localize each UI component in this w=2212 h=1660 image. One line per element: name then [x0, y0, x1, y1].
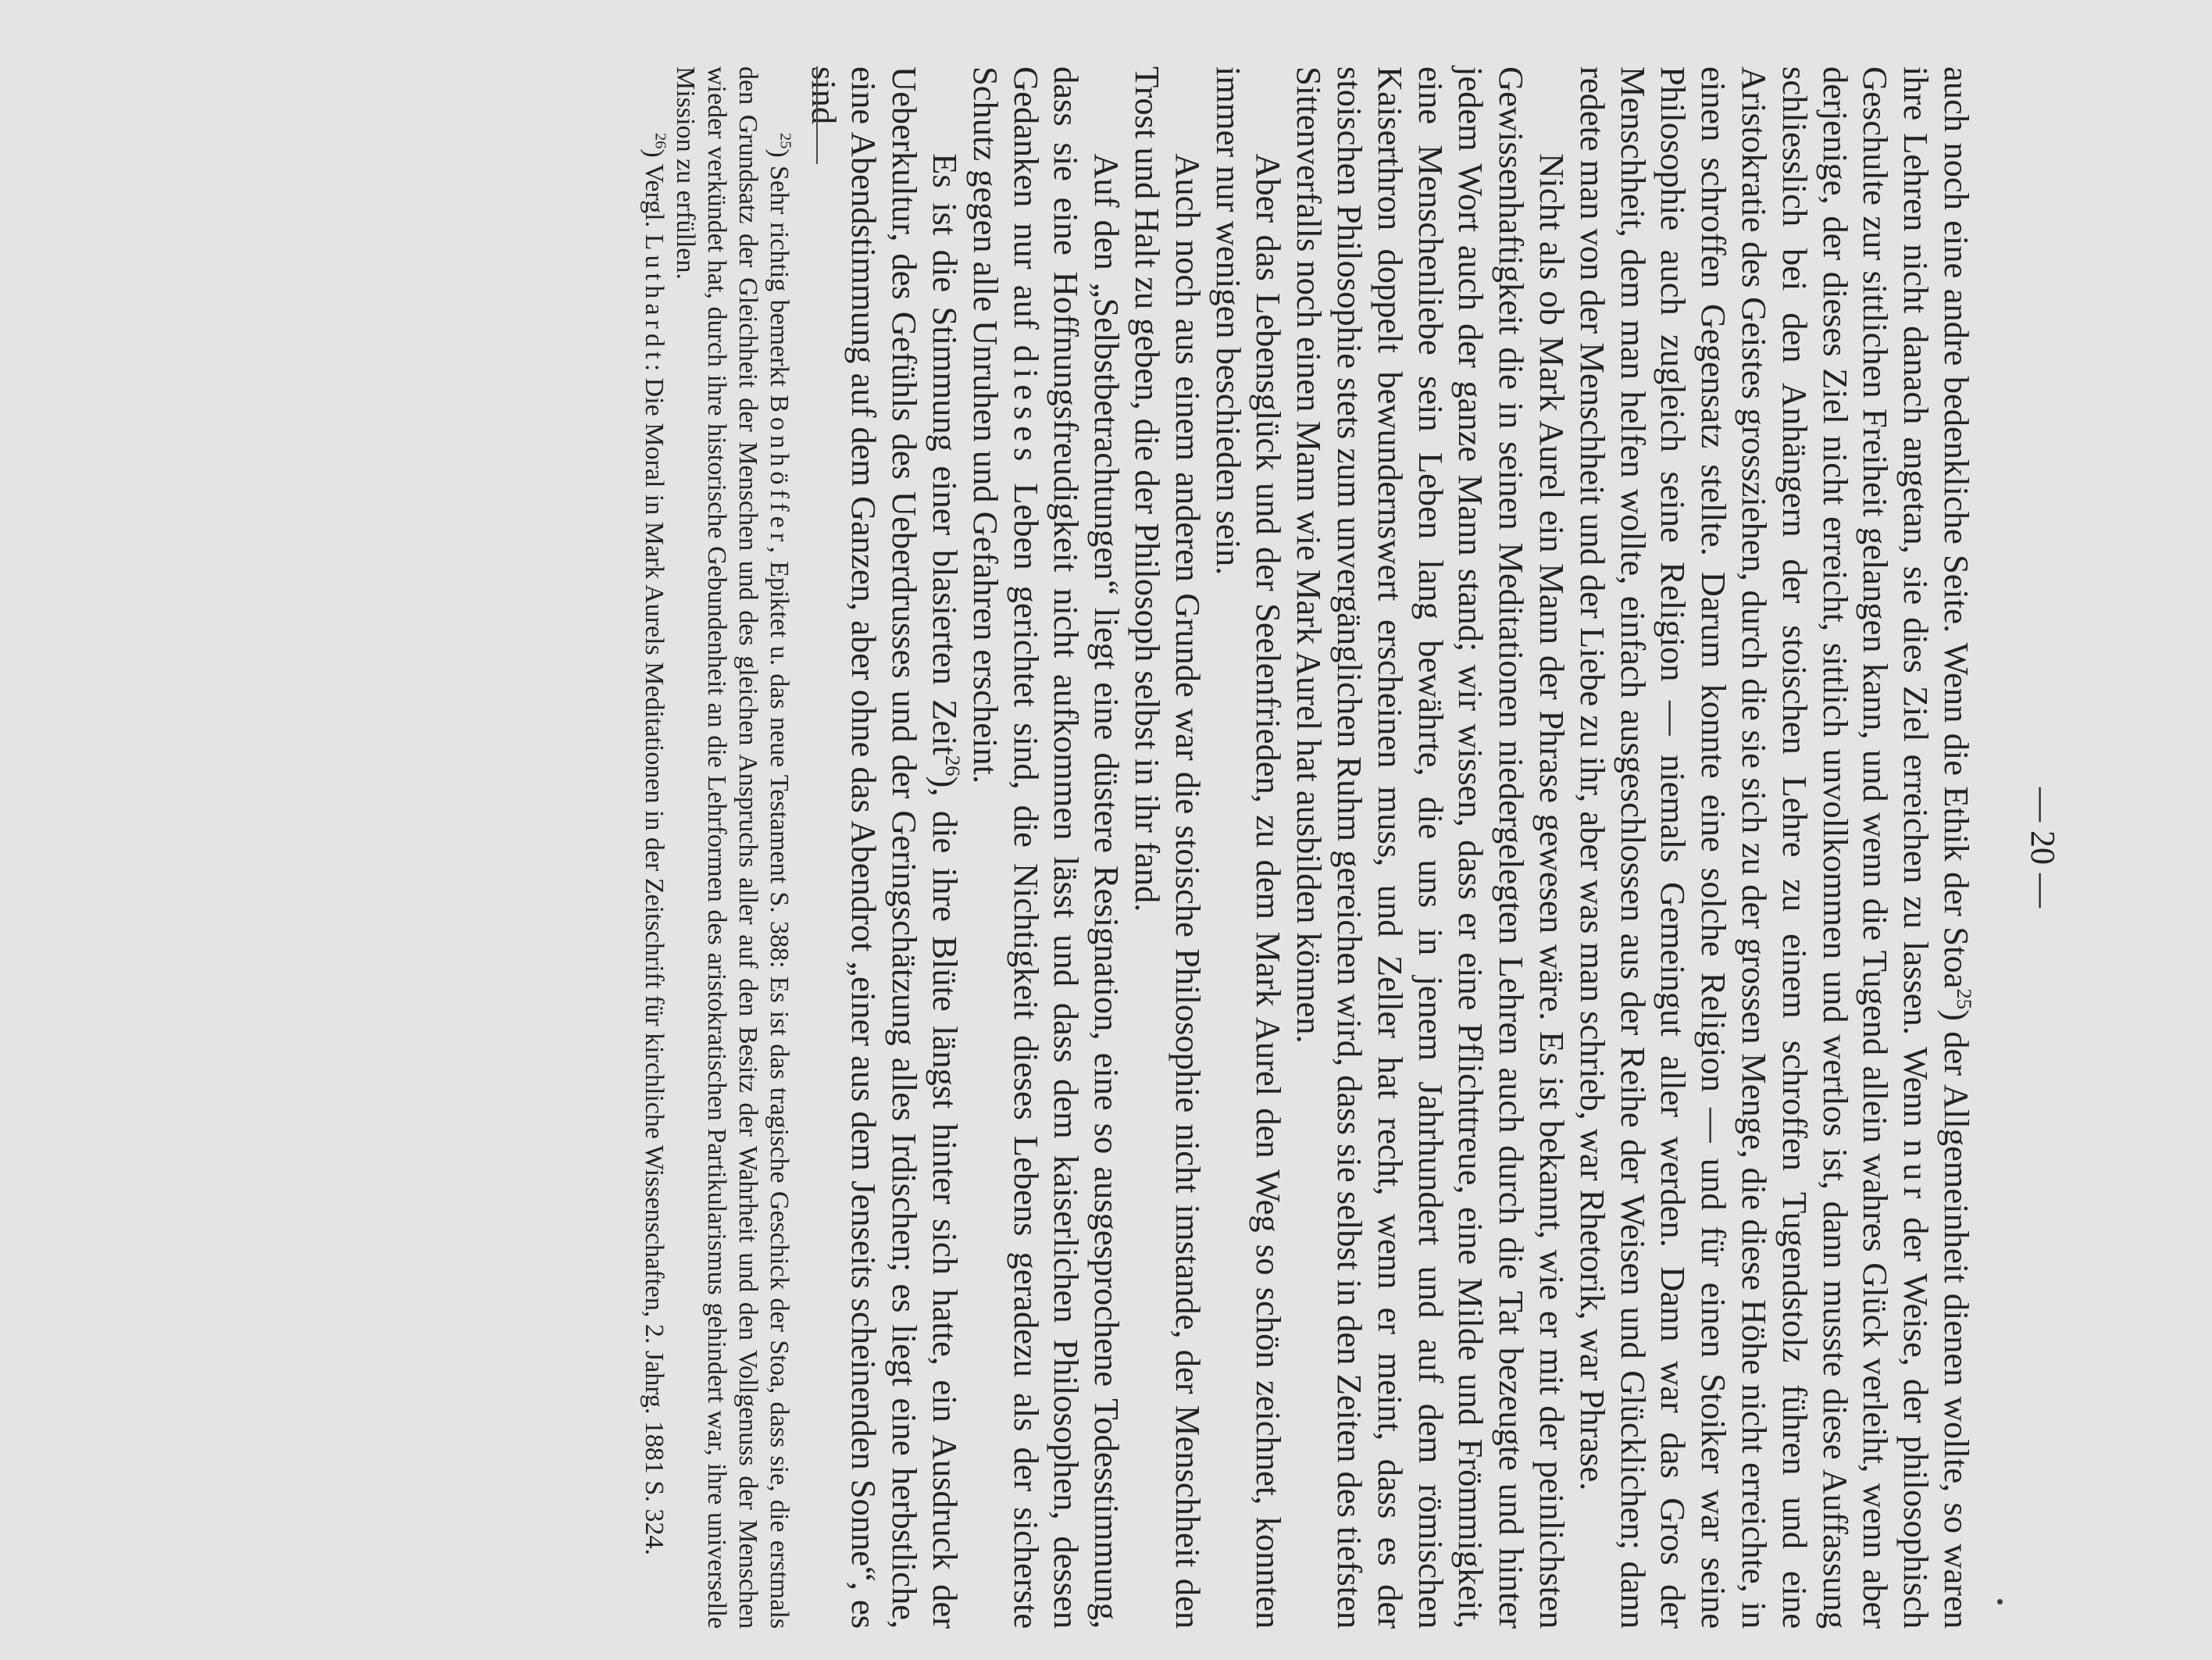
- text-run: , Epiktet u. das neue Testament S. 388: Es ist das tragische Geschick der Stoa, dass sie, die erstmals den Grundsatz der Gleichheit der Menschen und des gleichen Anspruchs aller auf den Besitz der Wahrheit und den Vollgenuss der Menschen wieder verkündet hat, durch ihre historische Gebundenheit an die Lehrformen des aristokratischen Partikularismus gehindert war, ihre universelle Mission zu erfüllen.: [671, 66, 794, 1630]
- text-run: Aber das Lebensglück und der Seelenfrieden, zu dem Mark Aurel den Weg so schön zeichnet, konnten immer nur wenigen beschieden sein.: [1208, 66, 1289, 1629]
- text-run: : Die Moral in Mark Aurels Meditationen in der Zeitschrift für kirchliche Wissenschaften, 2. Jahrg. 1881 S. 324.: [640, 363, 669, 1555]
- emphasized-text: dieses: [1006, 344, 1046, 468]
- footnote: [669, 66, 794, 1629]
- paragraph: [1126, 66, 1208, 1629]
- paragraph: [1572, 66, 1976, 1629]
- text-run: auch noch eine andre bedenkliche Seite. Wenn die Ethik der Stoa: [1937, 66, 1976, 989]
- text-run: Nicht als ob Mark Aurel ein Mann der Phrase gewesen wäre. Es ist bekannt, wie er mit der peinlichsten Gewissenhaftigkeit die in seinen Meditationen niedergelegten Lehren auch durch die Tat bezeugte und hinter jedem Wort auch der ganze Mann stand; wir wissen, dass er eine Pflichttreue, eine Milde und Frömmigkeit, eine Menschenliebe sein Leben lang bewährte, die uns in jenem Jahrhundert und auf dem römischen Kaiserthron doppelt bewundernswert erscheinen muss, und Zeller hat recht, wenn er meint, dass es der stoischen Philosophie stets zum unvergänglichen Ruhm gereichen wird, dass sie selbst in den Zeiten des tiefsten Sittenverfalls noch einen Mann wie Mark Aurel hat ausbilden können.: [1290, 66, 1572, 1629]
- footnotes: [638, 66, 794, 1629]
- footnote-divider: [816, 66, 818, 164]
- ink-speck: [1997, 1599, 2003, 1605]
- text-run: Es ist die Stimmung einer blasierten Zeit: [926, 153, 965, 755]
- paragraph: [965, 66, 1126, 1629]
- footnote-marker: 25: [1952, 988, 1976, 1010]
- page-number: — 20 —: [2024, 787, 2062, 908]
- text-run: der Weise, der philosophisch Geschulte zur sittlichen Freiheit gelangen kann, und wenn die Tugend allein wahres Glück verleiht, wenn aber derjenige, der dieses Ziel nicht erreicht, sittlich unvollkommen und wertlos ist, dann musste diese Auffassung schliesslich bei den Anhängern der stoischen Lehre zu einem schroffen Tugendstolz führen und eine Aristokratie des Geistes grossziehen, durch die sie sich zu der grossen Menge, die diese Höhe nicht erreichte, in einen schroffen Gegensatz stellte. Darum konnte eine solche Religion — und für einen Stoiker war seine Philosophie auch zugleich seine Religion — niemals Gemeingut aller werden. Dann war das Gros der Menschheit, dem man helfen wollte, einfach ausgeschlossen aus der Reihe der Weisen und Glücklichen; dann redete man von der Menschheit und der Liebe zu ihr, aber was man schrieb, war Rhetorik, war Phrase.: [1572, 66, 1936, 1629]
- footnote: [638, 66, 669, 1629]
- text-run: ) der Allgemeinheit dienen wollte, so waren ihre Lehren nicht danach angetan, sie dies Ziel erreichen zu lassen. Wenn: [1896, 66, 1976, 1630]
- footnote-marker: 25: [776, 133, 794, 149]
- footnote-marker: 26: [940, 755, 965, 776]
- text-run: ) Vergl.: [640, 148, 669, 234]
- text-run: Auf den „Selbstbetrachtungen“ liegt eine düstere Resignation, eine so ausgesprochene Todesstimmung, dass sie eine Hoffnungsfreudigkeit nicht aufkommen lässt und dass dem kaiserlichen Philosophen, dessen Gedanken nur auf: [1006, 66, 1127, 1629]
- body-text: [803, 66, 1976, 1629]
- text-run: Auch noch aus einem anderen Grunde war die stoische Philosophie nicht imstande, der Menschheit den Trost und Halt zu geben, die der Philosoph selbst in ihr fand.: [1128, 66, 1208, 1629]
- emphasized-text: nur: [1896, 1139, 1936, 1205]
- text-run: Leben gerichtet sind, die Nichtigkeit dieses Lebens geradezu als der sicherste Schutz gegen alle Unruhen und Gefahren erscheint.: [965, 66, 1046, 1629]
- footnote-marker: 26: [651, 133, 669, 149]
- text-run: ) Sehr richtig bemerkt: [765, 148, 794, 395]
- paragraph: [1208, 66, 1289, 1629]
- text-run: ), die ihre Blüte längst hinter sich hatte, ein Ausdruck der Ueberkultur, des Gefühls des Ueberdrusses und der Geringschätzung alles Irdischen; es liegt eine herbstliche, eine Abendstimmung auf dem Ganzen, aber ohne das Abendrot „einer aus dem Jenseits scheinenden Sonne“, es sind: [804, 66, 965, 1629]
- emphasized-text: Bonhöffer: [765, 394, 794, 547]
- paragraph: [1288, 66, 1572, 1629]
- emphasized-text: Luthardt: [640, 234, 669, 364]
- paragraph: [803, 66, 965, 1629]
- book-page: [629, 66, 2066, 1629]
